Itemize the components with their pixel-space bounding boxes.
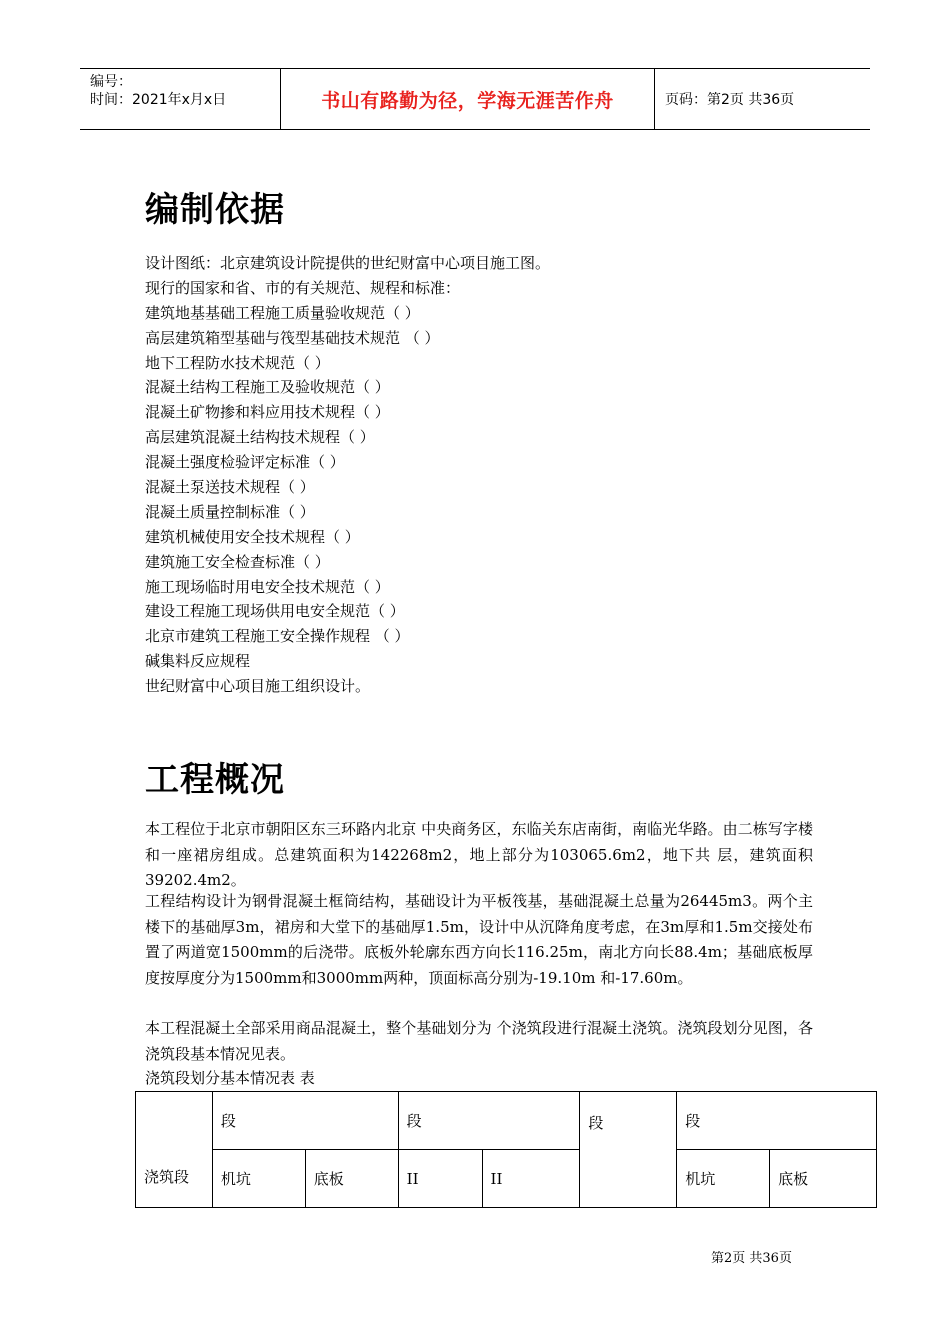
list-item: 建筑地基基础工程施工质量验收规范（ ）: [145, 303, 420, 322]
number-label: 编号：: [90, 74, 132, 90]
page-info: 页码：第2页 共36页: [665, 92, 795, 108]
header-motto-cell: [281, 69, 655, 129]
table-cell: II: [482, 1150, 580, 1208]
section-title-basis: 编制依据: [145, 190, 285, 230]
list-item: 混凝土结构工程施工及验收规范（ ）: [145, 378, 390, 397]
basis-list: [145, 251, 825, 699]
pouring-segment-table: [135, 1091, 877, 1208]
list-item: 混凝土矿物掺和料应用技术规程（ ）: [145, 403, 390, 422]
list-item: 施工现场临时用电安全技术规范（ ）: [145, 577, 390, 596]
table-row: [136, 1150, 877, 1208]
list-item: 建筑施工安全检查标准（ ）: [145, 552, 330, 571]
table-cell: II: [398, 1150, 482, 1208]
list-item: 设计图纸：北京建筑设计院提供的世纪财富中心项目施工图。: [145, 254, 551, 272]
list-item: 高层建筑箱型基础与筏型基础技术规范 （ ）: [145, 328, 440, 347]
list-item: 世纪财富中心项目施工组织设计。: [145, 677, 371, 696]
list-item: 高层建筑混凝土结构技术规程（ ）: [145, 428, 375, 447]
overview-paragraph-location: 本工程位于北京市朝阳区东三环路内北京 中央商务区，东临关东店南街，南临光华路。由二栋写字楼和一座裙房组成。总建筑面积为142268m2，地上部分为103065.6m2，地下共 层，建筑面积39202.4m2。: [145, 820, 813, 889]
page-footer: 第2页 共36页: [711, 1251, 792, 1266]
list-item: 建设工程施工现场供用电安全规范（ ）: [145, 602, 405, 621]
table-cell: 机坑: [677, 1150, 770, 1208]
list-item: 混凝土质量控制标准（ ）: [145, 502, 315, 521]
table-cell: 段: [398, 1092, 580, 1150]
table-row-header: 浇筑段: [136, 1092, 213, 1208]
list-item: 现行的国家和省、市的有关规范、规程和标准：: [145, 278, 461, 297]
table-cell: 段: [580, 1092, 677, 1208]
header-meta-cell: [80, 69, 281, 129]
table-cell: 底板: [305, 1150, 398, 1208]
header-page-cell: [655, 69, 870, 129]
table-cell: 机坑: [212, 1150, 305, 1208]
table-cell: 底板: [770, 1150, 877, 1208]
list-item: 地下工程防水技术规范（ ）: [145, 353, 330, 372]
time-label: 时间：2021年x月x日: [90, 92, 227, 108]
table-row: [136, 1092, 877, 1150]
list-item: 混凝土强度检验评定标准（ ）: [145, 453, 345, 472]
document-header: [80, 68, 870, 130]
overview-paragraph-structure: 工程结构设计为钢骨混凝土框筒结构，基础设计为平板筏基，基础混凝土总量为26445m3。两个主楼下的基础厚3m，裙房和大堂下的基础厚1.5m，设计中从沉降角度考虑，在3m厚和1.5m交接处布置了两道宽1500mm的后浇带。底板外轮廓东西方向长116.25m，南北方向长88.4m；基础底板厚度按厚度分为1500mm和3000mm两种，顶面标高分别为-19.10m 和-17.60m。: [145, 892, 813, 987]
list-item: 建筑机械使用安全技术规程（ ）: [145, 527, 360, 546]
table-cell: 段: [212, 1092, 398, 1150]
list-item: 混凝土泵送技术规程（ ）: [145, 478, 315, 497]
motto-text: 书山有路勤为径，学海无涯苦作舟: [321, 89, 614, 112]
list-item: 碱集料反应规程: [145, 652, 251, 671]
section-title-overview: 工程概况: [145, 760, 285, 800]
table-caption: 浇筑段划分基本情况表 表: [145, 1069, 315, 1087]
table-cell: 段: [677, 1092, 877, 1150]
list-item: 北京市建筑工程施工安全操作规程 （ ）: [145, 627, 410, 646]
overview-paragraph-pouring: 本工程混凝土全部采用商品混凝土，整个基础划分为 个浇筑段进行混凝土浇筑。浇筑段划分见图，各浇筑段基本情况见表。: [145, 1019, 813, 1063]
